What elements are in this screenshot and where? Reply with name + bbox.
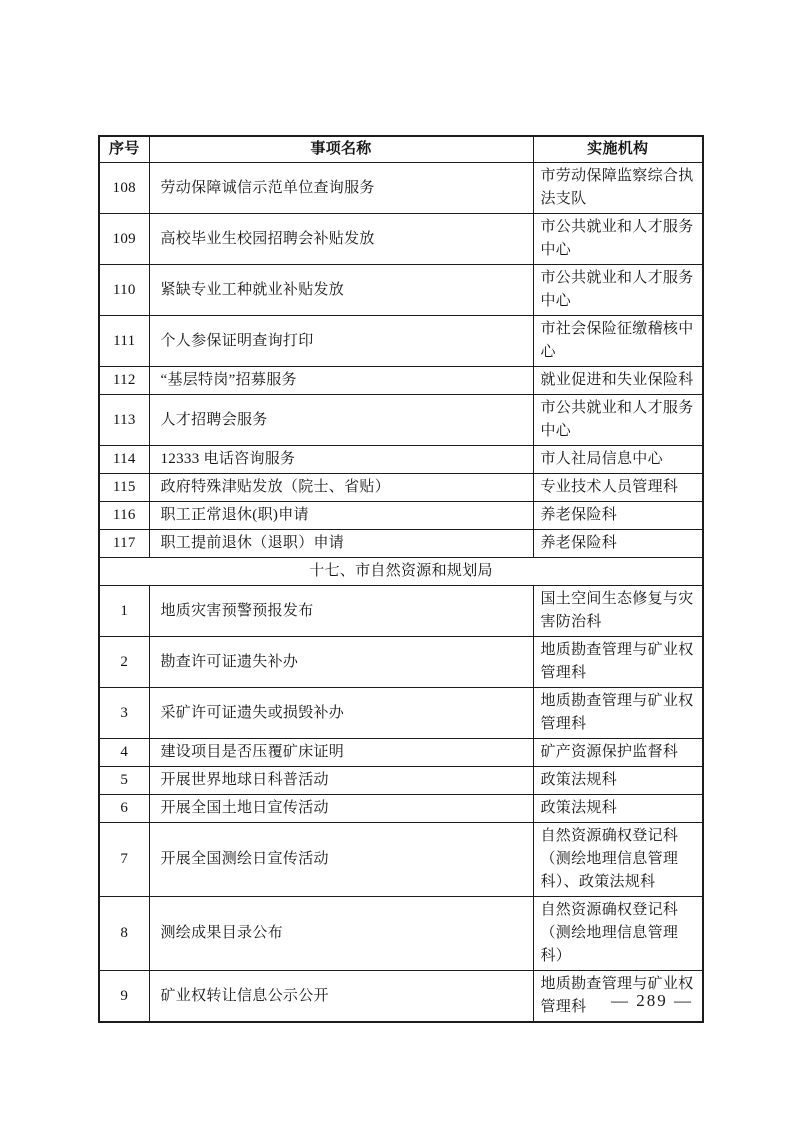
agency-name: 市公共就业和人才服务中心 [533, 265, 703, 316]
section-header-row [99, 558, 703, 586]
table-body [99, 163, 703, 1023]
table-row [99, 586, 703, 637]
table-row [99, 637, 703, 688]
table-row [99, 767, 703, 795]
item-name: 紧缺专业工种就业补贴发放 [149, 265, 533, 316]
agency-name: 地质勘查管理与矿业权管理科 [533, 971, 703, 1023]
item-name: 人才招聘会服务 [149, 395, 533, 446]
agency-name: 养老保险科 [533, 502, 703, 530]
item-name: 建设项目是否压覆矿床证明 [149, 739, 533, 767]
agency-name: 自然资源确权登记科（测绘地理信息管理科）、政策法规科 [533, 823, 703, 897]
row-index: 113 [99, 395, 149, 446]
row-index: 6 [99, 795, 149, 823]
table-row [99, 214, 703, 265]
item-name: “基层特岗”招募服务 [149, 367, 533, 395]
item-name: 开展全国测绘日宣传活动 [149, 823, 533, 897]
col-header-index: 序号 [99, 136, 149, 163]
row-index: 5 [99, 767, 149, 795]
table-row [99, 897, 703, 971]
item-name: 12333 电话咨询服务 [149, 446, 533, 474]
row-index: 108 [99, 163, 149, 214]
table-row [99, 530, 703, 558]
agency-name: 市社会保险征缴稽核中心 [533, 316, 703, 367]
item-name: 测绘成果目录公布 [149, 897, 533, 971]
agency-name: 地质勘查管理与矿业权管理科 [533, 688, 703, 739]
row-index: 1 [99, 586, 149, 637]
table-row [99, 474, 703, 502]
agency-name: 市公共就业和人才服务中心 [533, 395, 703, 446]
table-row [99, 163, 703, 214]
agency-name: 养老保险科 [533, 530, 703, 558]
row-index: 114 [99, 446, 149, 474]
agency-name: 自然资源确权登记科（测绘地理信息管理科） [533, 897, 703, 971]
item-name: 个人参保证明查询打印 [149, 316, 533, 367]
row-index: 116 [99, 502, 149, 530]
table-row [99, 688, 703, 739]
item-name: 矿业权转让信息公示公开 [149, 971, 533, 1023]
item-name: 采矿许可证遗失或损毁补办 [149, 688, 533, 739]
agency-name: 市人社局信息中心 [533, 446, 703, 474]
agency-name: 市公共就业和人才服务中心 [533, 214, 703, 265]
item-name: 高校毕业生校园招聘会补贴发放 [149, 214, 533, 265]
item-name: 开展世界地球日科普活动 [149, 767, 533, 795]
table-row [99, 823, 703, 897]
row-index: 117 [99, 530, 149, 558]
table-row [99, 367, 703, 395]
row-index: 3 [99, 688, 149, 739]
table-header-row [99, 136, 703, 163]
page-number: — 289 — [611, 991, 693, 1010]
row-index: 112 [99, 367, 149, 395]
agency-name: 政策法规科 [533, 795, 703, 823]
agency-name: 地质勘查管理与矿业权管理科 [533, 637, 703, 688]
services-table [98, 135, 704, 1023]
table-row [99, 265, 703, 316]
item-name: 地质灾害预警预报发布 [149, 586, 533, 637]
row-index: 8 [99, 897, 149, 971]
agency-name: 政策法规科 [533, 767, 703, 795]
item-name: 职工提前退休（退职）申请 [149, 530, 533, 558]
table-row [99, 739, 703, 767]
row-index: 115 [99, 474, 149, 502]
agency-name: 市劳动保障监察综合执法支队 [533, 163, 703, 214]
agency-name: 专业技术人员管理科 [533, 474, 703, 502]
agency-name: 就业促进和失业保险科 [533, 367, 703, 395]
col-header-agency: 实施机构 [533, 136, 703, 163]
item-name: 勘查许可证遗失补办 [149, 637, 533, 688]
item-name: 职工正常退休(职)申请 [149, 502, 533, 530]
agency-name: 国土空间生态修复与灾害防治科 [533, 586, 703, 637]
row-index: 7 [99, 823, 149, 897]
row-index: 9 [99, 971, 149, 1023]
row-index: 109 [99, 214, 149, 265]
table-row [99, 446, 703, 474]
row-index: 2 [99, 637, 149, 688]
item-name: 劳动保障诚信示范单位查询服务 [149, 163, 533, 214]
item-name: 政府特殊津贴发放（院士、省贴） [149, 474, 533, 502]
section-title: 十七、市自然资源和规划局 [99, 558, 703, 586]
row-index: 111 [99, 316, 149, 367]
table-row [99, 795, 703, 823]
row-index: 4 [99, 739, 149, 767]
agency-name: 矿产资源保护监督科 [533, 739, 703, 767]
col-header-item-name: 事项名称 [149, 136, 533, 163]
item-name: 开展全国土地日宣传活动 [149, 795, 533, 823]
table-row [99, 502, 703, 530]
table-row [99, 316, 703, 367]
table-row [99, 395, 703, 446]
row-index: 110 [99, 265, 149, 316]
